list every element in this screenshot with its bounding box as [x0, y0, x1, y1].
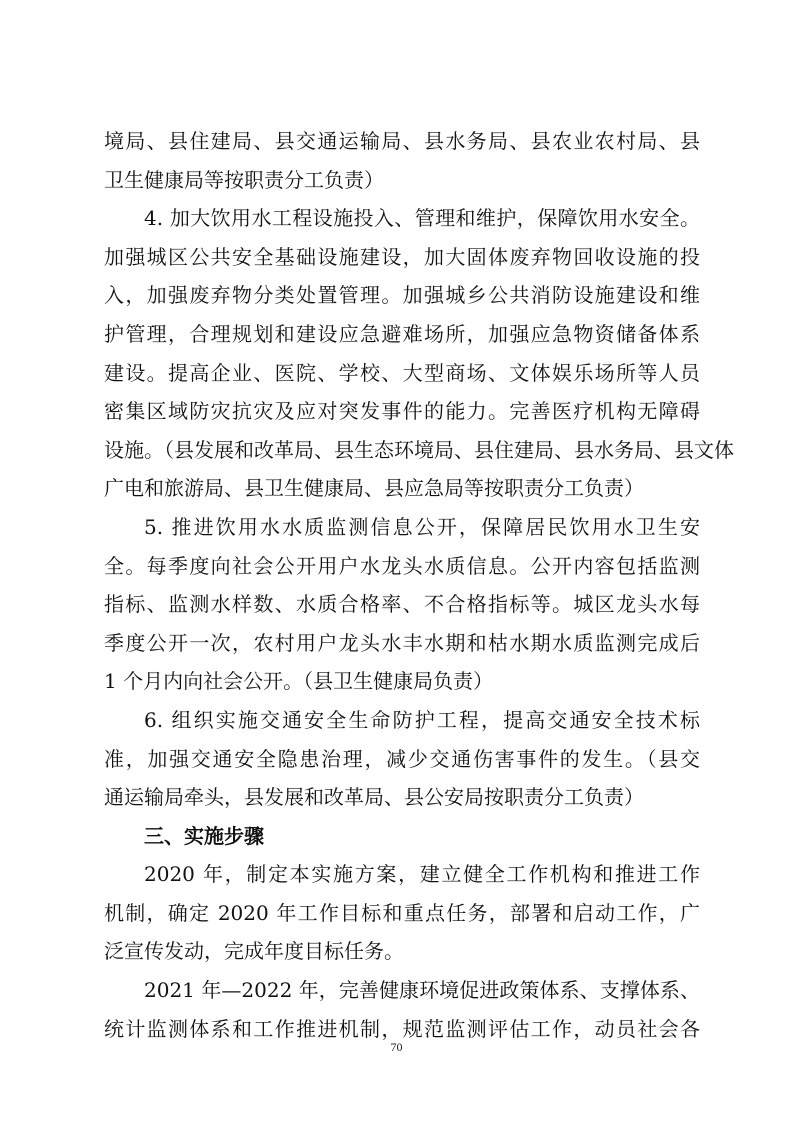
text-line: 境局、县住建局、县交通运输局、县水务局、县农业农村局、县 [104, 129, 700, 153]
text-line: 4. 加大饮用水工程设施投入、管理和维护，保障饮用水安全。 [144, 206, 700, 231]
text-line: 全。每季度向社会公开用户水龙头水质信息。公开内容包括监测 [104, 553, 700, 578]
text-line: 入，加强废弃物分类处置管理。加强城乡公共消防设施建设和维 [104, 283, 700, 308]
text-line: 通运输局牵头，县发展和改革局、县公安局按职责分工负责） [104, 785, 644, 810]
page-number: 70 [390, 1040, 403, 1054]
text-line: 2020 年，制定本实施方案，建立健全工作机构和推进工作 [144, 862, 700, 887]
text-line: 加强城区公共安全基础设施建设，加大固体废弃物回收设施的投 [104, 244, 700, 269]
text-line: 2021 年—2022 年，完善健康环境促进政策体系、支撑体系、 [144, 978, 700, 1003]
text-line: 卫生健康局等按职责分工负责） [104, 167, 384, 192]
text-line: 统计监测体系和工作推进机制，规范监测评估工作，动员社会各 [104, 1016, 700, 1041]
body-text [104, 122, 734, 1048]
text-line: 机制，确定 2020 年工作目标和重点任务，部署和启动工作，广 [104, 900, 700, 925]
text-line: 指标、监测水样数、水质合格率、不合格指标等。城区龙头水每 [104, 592, 700, 617]
text-line: 建设。提高企业、医院、学校、大型商场、文体娱乐场所等人员 [104, 360, 700, 385]
text-line: 泛宣传发动，完成年度目标任务。 [104, 939, 404, 964]
text-line: 5. 推进饮用水水质监测信息公开，保障居民饮用水卫生安 [144, 514, 700, 539]
text-line: 1 个月内向社会公开。（县卫生健康局负责） [104, 669, 494, 694]
text-line: 护管理，合理规划和建设应急避难场所，加强应急物资储备体系 [104, 321, 700, 346]
text-line: 设施。（县发展和改革局、县生态环境局、县住建局、县水务局、县文体 [104, 437, 734, 462]
text-line: 6. 组织实施交通安全生命防护工程，提高交通安全技术标 [144, 707, 700, 732]
text-line: 密集区域防灾抗灾及应对突发事件的能力。完善医疗机构无障碍 [104, 399, 700, 424]
section-heading: 三、实施步骤 [144, 823, 264, 848]
text-line: 准，加强交通安全隐患治理，减少交通伤害事件的发生。（县交 [104, 746, 700, 771]
text-line: 季度公开一次，农村用户龙头水丰水期和枯水期水质监测完成后 [104, 630, 700, 655]
text-line: 广电和旅游局、县卫生健康局、县应急局等按职责分工负责） [104, 476, 644, 501]
